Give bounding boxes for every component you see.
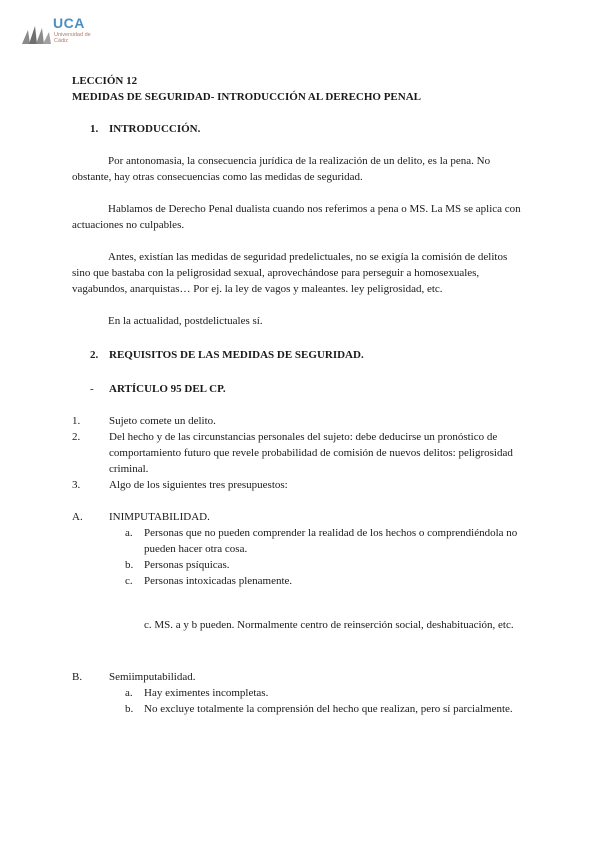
- document-body: [72, 73, 528, 717]
- section-2-title: REQUISITOS DE LAS MEDIDAS DE SEGURIDAD.: [109, 349, 364, 361]
- university-logo: [20, 15, 91, 52]
- dash-marker: -: [90, 383, 94, 395]
- list-item: 3. Algo de los siguientes tres presupuestos:: [72, 479, 288, 491]
- crest-icon: [20, 18, 54, 46]
- lesson-title: MEDIDAS DE SEGURIDAD- INTRODUCCIÓN AL DERECHO PENAL: [72, 91, 421, 103]
- list-item: c. Personas intoxicadas plenamente.: [125, 575, 293, 587]
- list-item: 2. Del hecho y de las circunstancias personales del sujeto: debe deducirse un pronóstico de comportamiento futuro que revele probabilidad de comisión de nuevos delitos: peligrosidad criminal.: [72, 431, 513, 475]
- list-item: 1. Sujeto comete un delito.: [72, 415, 216, 427]
- section-1-title: INTRODUCCIÓN.: [109, 123, 201, 135]
- article-heading: [72, 381, 528, 397]
- list-item: a. Personas que no pueden comprender la realidad de los hechos o comprendiéndola no pueden hacer otra cosa.: [125, 527, 518, 555]
- section-2-heading: [72, 347, 528, 363]
- list-item: a. Hay eximentes incompletas.: [125, 687, 269, 699]
- paragraph-3: Antes, existían las medidas de seguridad predelictuales, no se exigía la comisión de delitos sino que bastaba con la peligrosidad sexual, aprovechándose para perseguir a homosexuales, vagabundos, anarquistas… Por ej. la ley de vagos y maleantes. ley peligrosidad, etc.: [72, 251, 508, 295]
- paragraph-2: Hablamos de Derecho Penal dualista cuando nos referimos a pena o MS. La MS se aplica con actuaciones no culpables.: [72, 203, 521, 231]
- article-title: ARTÍCULO 95 DEL CP.: [109, 383, 226, 395]
- requirements-list: [72, 413, 528, 493]
- logo-subtitle: Universidad de Cádiz: [54, 32, 91, 44]
- paragraph-1: Por antonomasia, la consecuencia jurídica de la realización de un delito, es la pena. No obstante, hay otras consecuencias como las medidas de seguridad.: [72, 155, 491, 183]
- list-item: b. No excluye totalmente la comprensión del hecho que realizan, pero sí parcialmente.: [125, 703, 513, 715]
- group-a-note: c. MS. a y b pueden. Normalmente centro de reinserción social, deshabituación, etc.: [144, 619, 514, 631]
- paragraph-4: En la actualidad, postdelictuales sí.: [108, 315, 263, 327]
- logo-title: UCA: [53, 15, 85, 31]
- list-item: b. Personas psíquicas.: [125, 559, 230, 571]
- section-1-heading: [72, 121, 528, 137]
- lesson-number: LECCIÓN 12: [72, 75, 138, 87]
- section-2-number: 2.: [90, 349, 99, 361]
- section-1-number: 1.: [90, 123, 99, 135]
- group-b-heading: B. Semiimputabilidad.: [72, 671, 196, 683]
- group-a-heading: A. INIMPUTABILIDAD.: [72, 511, 210, 523]
